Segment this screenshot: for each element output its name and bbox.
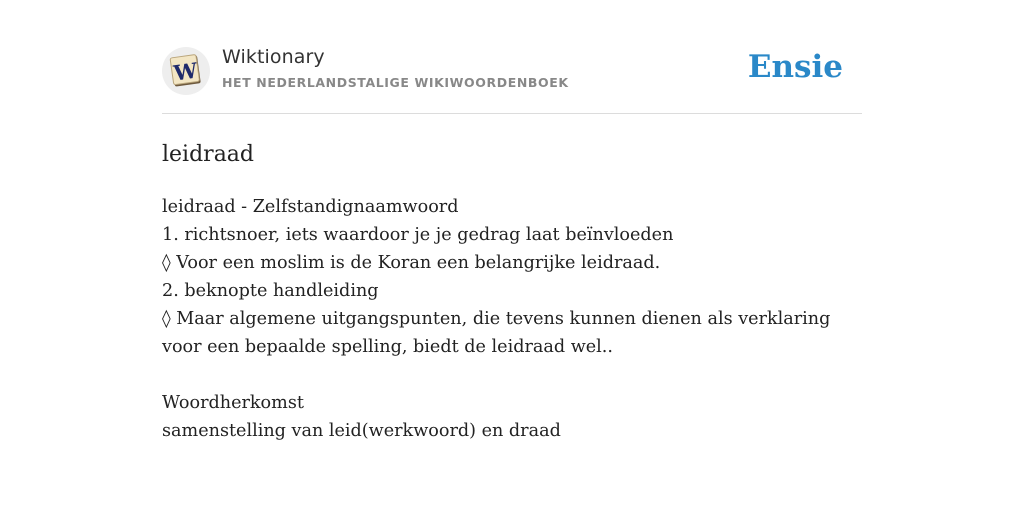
example-2: ◊ Maar algemene uitgangspunten, die tevens kunnen dienen als verklaring voor een bepaalde spelling, biedt de leidraad wel.. xyxy=(162,309,831,357)
site-header xyxy=(162,44,862,114)
wiktionary-tile-icon xyxy=(169,54,203,88)
ensie-brand-link[interactable]: Ensie xyxy=(747,49,843,85)
sense-1: 1. richtsnoer, iets waardoor je je gedrag laat beïnvloeden xyxy=(162,225,674,245)
logo-letter: W xyxy=(172,57,199,86)
wiktionary-logo-icon[interactable] xyxy=(162,47,210,95)
section-spacer xyxy=(162,361,862,389)
etymology-text: samenstelling van leid(werkwoord) en draad xyxy=(162,421,561,441)
entry-definition xyxy=(162,193,862,445)
site-name[interactable]: Wiktionary xyxy=(222,46,325,68)
entry-title: leidraad xyxy=(162,142,255,167)
site-tagline: HET NEDERLANDSTALIGE WIKIWOORDENBOEK xyxy=(222,75,569,90)
sense-2: 2. beknopte handleiding xyxy=(162,281,379,301)
entry-heading: leidraad - Zelfstandignaamwoord xyxy=(162,197,459,217)
example-1: ◊ Voor een moslim is de Koran een belangrijke leidraad. xyxy=(162,253,661,273)
entry-card xyxy=(162,44,862,445)
etymology-heading: Woordherkomst xyxy=(162,393,304,413)
